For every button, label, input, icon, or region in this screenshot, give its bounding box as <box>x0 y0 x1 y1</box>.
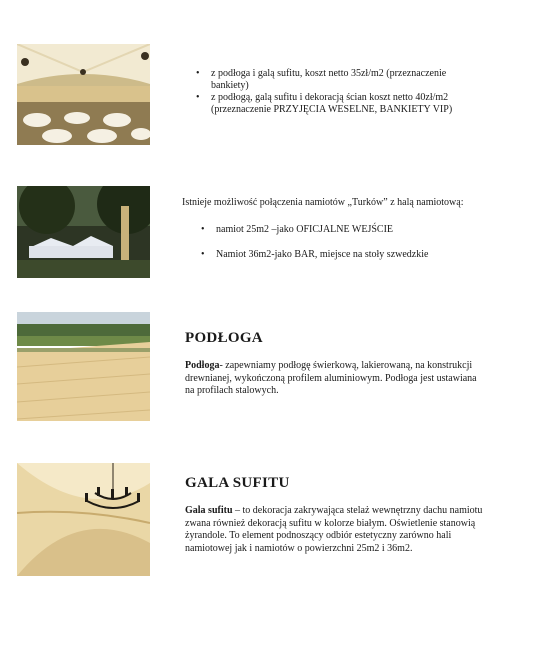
floor-heading: PODŁOGA <box>185 330 263 346</box>
floor-lead: Podłoga <box>185 360 220 371</box>
combo-item-bar: • Namiot 36m2-jako BAR, miejsce na stoły szwedzkie <box>200 249 472 261</box>
floor-photo <box>17 312 150 421</box>
price-item-wesela: • z podłogą, galą sufitu i dekoracją ścian koszt netto 40zł/m2 (przeznaczenie PRZYJĘCIA WESELNE, BANKIETY VIP) <box>195 92 475 116</box>
floor-description <box>185 360 485 398</box>
price-item-bankiety: • z podłoga i galą sufitu, koszt netto 35zł/m2 (przeznaczenie bankiety) <box>195 68 475 92</box>
ceiling-lead: Gala sufitu <box>185 505 233 516</box>
tent-combination-intro: Istnieje możliwość połączenia namiotów „Turków” z halą namiotową: <box>182 197 464 208</box>
ceiling-heading: GALA SUFITU <box>185 475 290 491</box>
ceiling-description <box>185 505 485 555</box>
offer-price-list <box>195 68 475 116</box>
tent-combination-section <box>182 197 472 261</box>
ceiling-body: – to dekoracja zakrywająca stelaż wewnętrzny dachu namiotu zwana również dekoracją sufitu w kolorze białym. Oświetlenie stanowią żyrandole. To element podnoszący odbiór estetyczny zarówno hali namiotowej jak i namiotów o powierzchni 25m2 i 36m2. <box>185 505 483 554</box>
combo-item-entrance: • namiot 25m2 –jako OFICJALNE WEJŚCIE <box>200 224 472 236</box>
floor-body: - zapewniamy podłogę świerkową, lakierowaną, na konstrukcji drewnianej, wykończoną profilem aluminiowym. Podłoga jest ustawiana na profilach stalowych. <box>185 360 477 396</box>
tent-exterior-photo <box>17 186 150 278</box>
banquet-hall-photo <box>17 44 150 145</box>
ceiling-photo <box>17 463 150 576</box>
